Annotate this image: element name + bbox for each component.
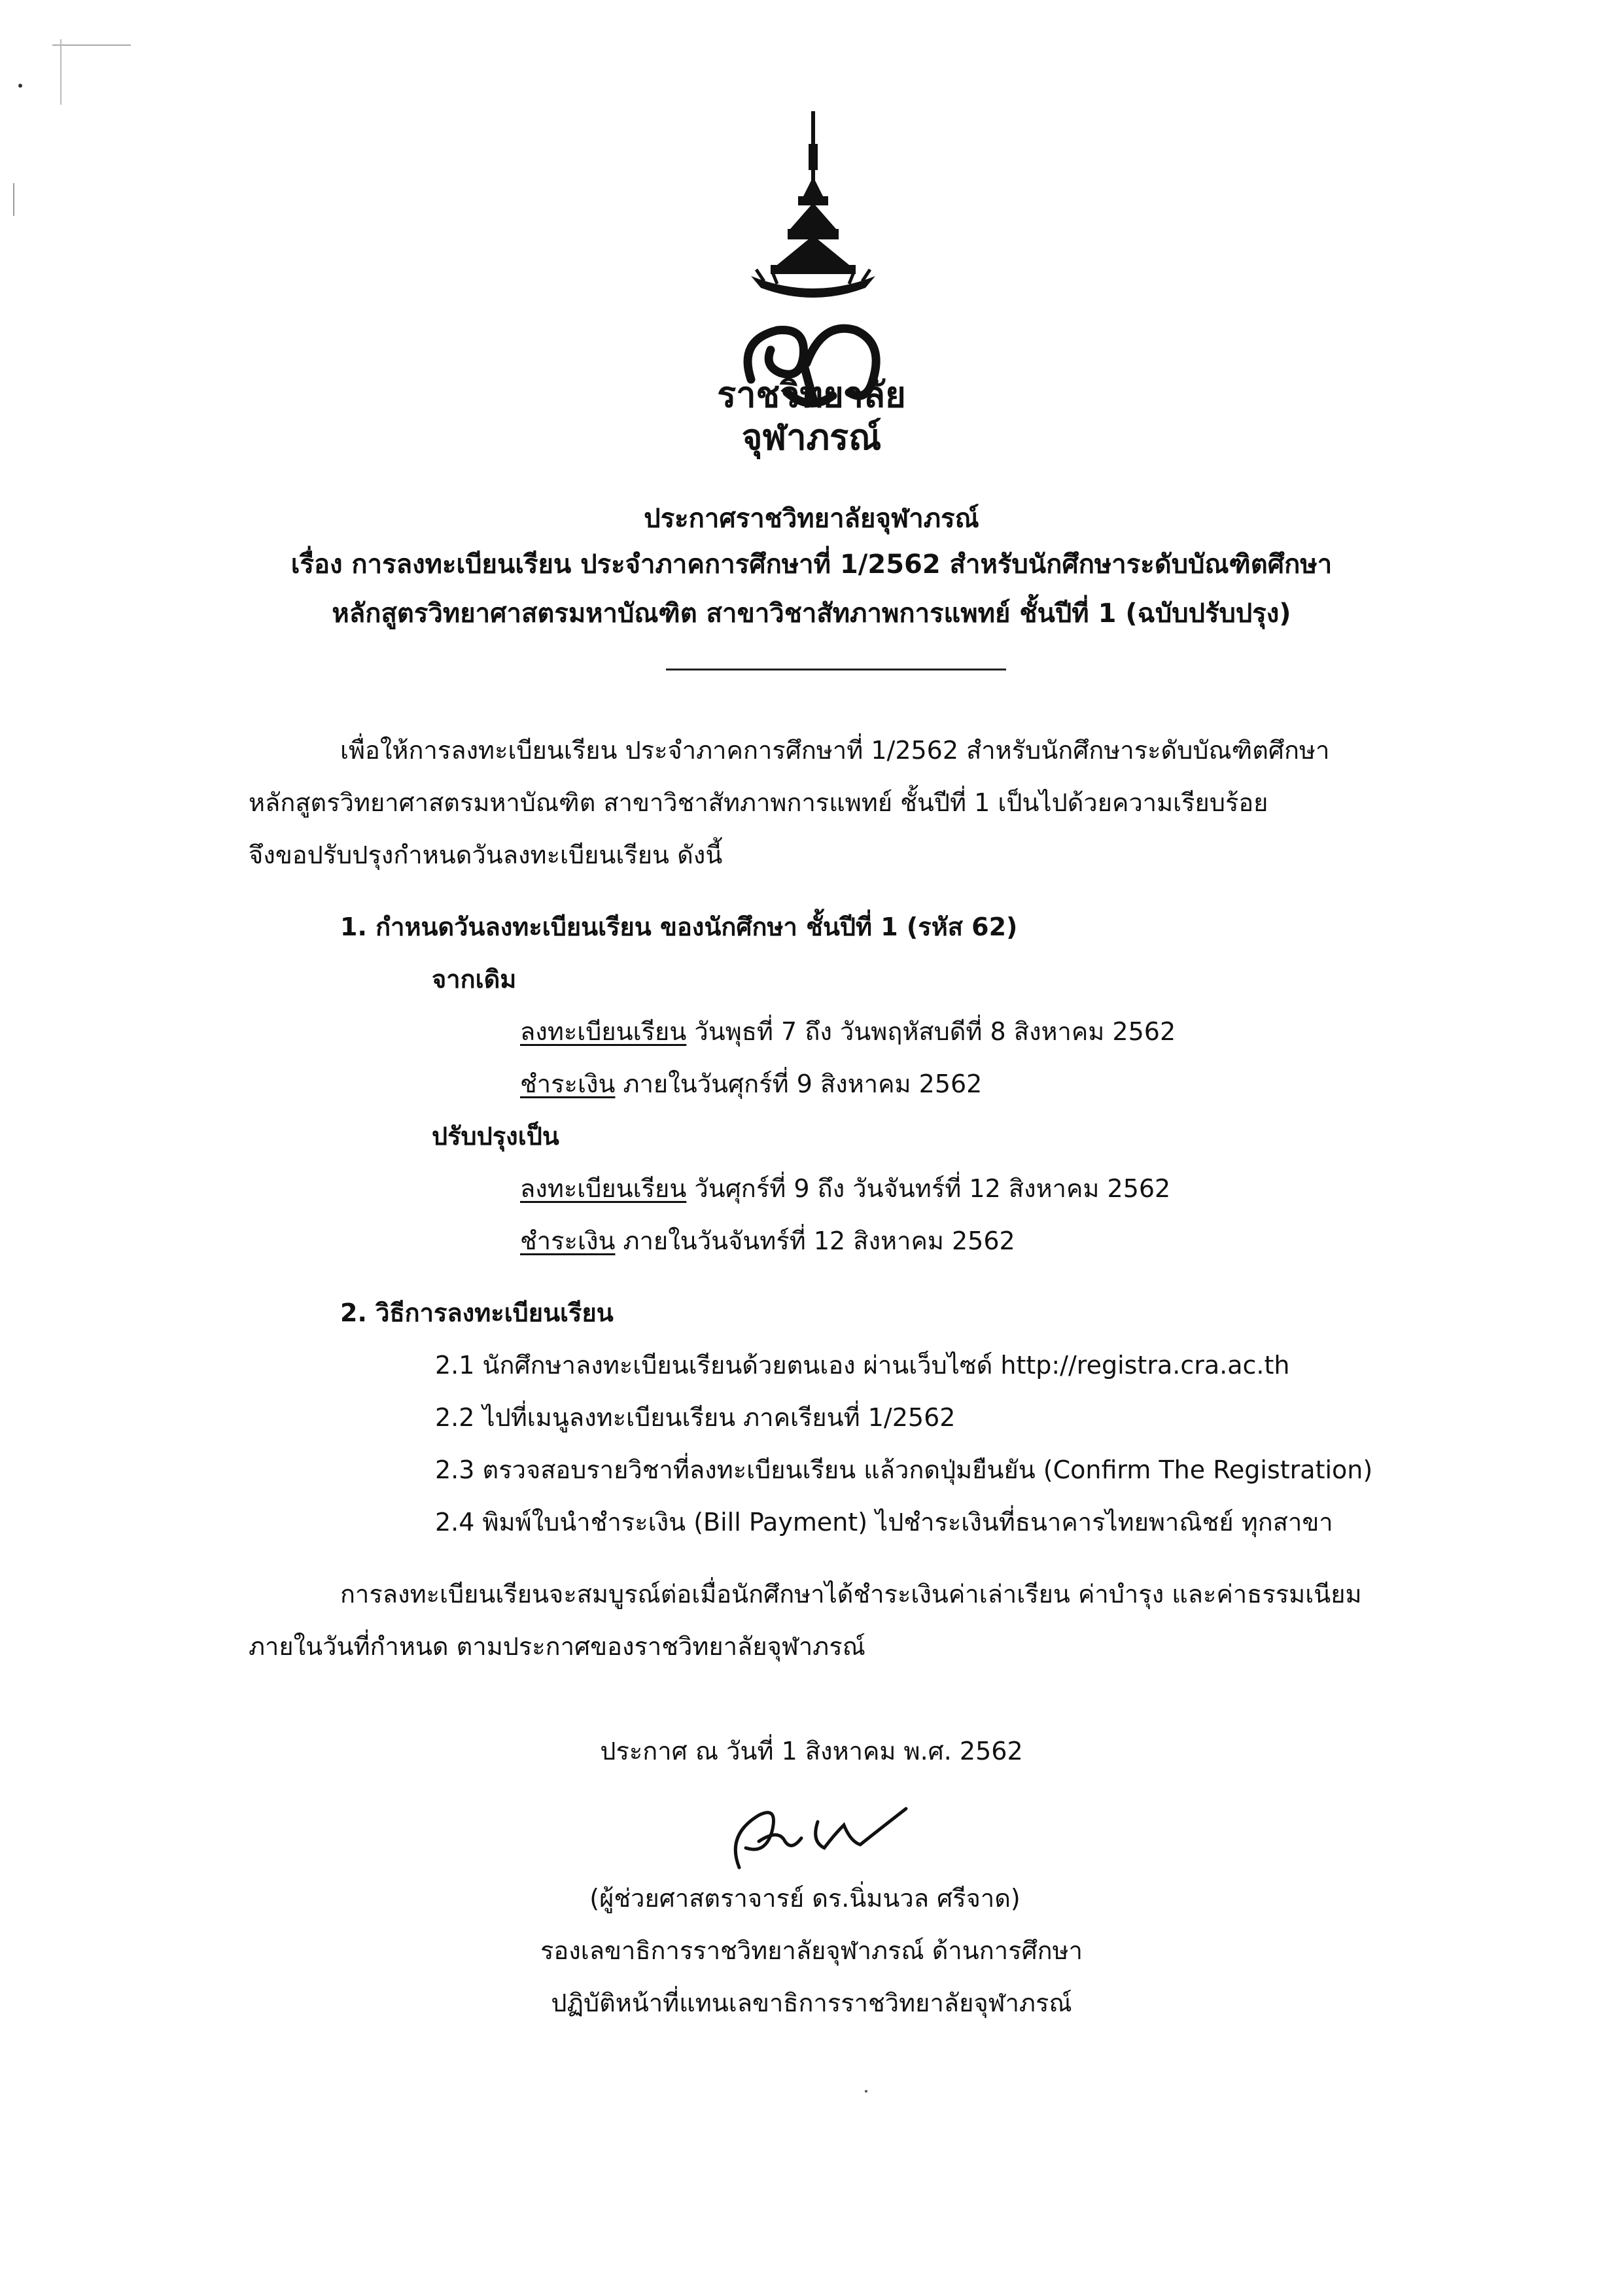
payment-label: ชำระเงิน [520, 1070, 616, 1098]
intro-line: เพื่อให้การลงทะเบียนเรียน ประจำภาคการศึกษาที่ 1/2562 สำหรับนักศึกษาระดับบัณฑิตศึกษา [340, 736, 1330, 765]
announcement-title: ประกาศราชวิทยาลัยจุฬาภรณ์ [644, 504, 979, 534]
registration-step: 2.2 ไปที่เมนูลงทะเบียนเรียน ภาคเรียนที่ 1/2562 [435, 1403, 956, 1432]
registration-step: 2.1 นักศึกษาลงทะเบียนเรียนด้วยตนเอง ผ่านเว็บไซด์ http://registra.cra.ac.th [435, 1351, 1290, 1380]
scan-edge-mark [13, 183, 14, 216]
crest-caption-line2: จุฬาภรณ์ [741, 417, 882, 458]
scan-corner-mark [52, 44, 131, 46]
intro-line: หลักสูตรวิทยาศาสตรมหาบัณฑิต สาขาวิชาสัทภาพการแพทย์ ชั้นปีที่ 1 เป็นไปด้วยความเรียบร้อย [249, 788, 1268, 817]
signatory-name: (ผู้ช่วยศาสตราจารย์ ดร.นิ่มนวล ศรีจาด) [589, 1884, 1021, 1913]
signatory-position: รองเลขาธิการราชวิทยาลัยจุฬาภรณ์ ด้านการศึกษา [540, 1936, 1083, 1965]
scan-speck [865, 2090, 867, 2093]
section2-heading: 2. วิธีการลงทะเบียนเรียน [340, 1298, 614, 1327]
announcement-subject: เรื่อง การลงทะเบียนเรียน ประจำภาคการศึกษาที่ 1/2562 สำหรับนักศึกษาระดับบัณฑิตศึกษา [290, 549, 1333, 580]
crest-caption-line1: ราชวิทยาลัย [717, 374, 906, 415]
section1-heading: 1. กำหนดวันลงทะเบียนเรียน ของนักศึกษา ชั้นปีที่ 1 (รหัส 62) [340, 913, 1018, 941]
revised-payment-line [520, 1226, 1015, 1257]
payment-label: ชำระเงิน [520, 1226, 616, 1255]
payment-date: ภายในวันจันทร์ที่ 12 สิงหาคม 2562 [615, 1226, 1015, 1255]
intro-line: จึงขอปรับปรุงกำหนดวันลงทะเบียนเรียน ดังนี้ [249, 841, 723, 869]
closing-line: ภายในวันที่กำหนด ตามประกาศของราชวิทยาลัยจุฬาภรณ์ [249, 1632, 865, 1661]
closing-line: การลงทะเบียนเรียนจะสมบูรณ์ต่อเมื่อนักศึกษาได้ชำระเงินค่าเล่าเรียน ค่าบำรุง และค่าธรรมเนียม [340, 1580, 1362, 1609]
title-divider [666, 669, 1006, 670]
register-dates: วันพุธที่ 7 ถึง วันพฤหัสบดีที่ 8 สิงหาคม 2562 [686, 1017, 1176, 1046]
registration-step: 2.3 ตรวจสอบรายวิชาที่ลงทะเบียนเรียน แล้วกดปุ่มยืนยัน (Confirm The Registration) [435, 1455, 1373, 1484]
registration-step: 2.4 พิมพ์ใบนำชำระเงิน (Bill Payment) ไปชำระเงินที่ธนาคารไทยพาณิชย์ ทุกสาขา [435, 1508, 1333, 1537]
handwritten-signature [720, 1796, 916, 1881]
register-label: ลงทะเบียนเรียน [520, 1017, 687, 1046]
payment-date: ภายในวันศุกร์ที่ 9 สิงหาคม 2562 [615, 1070, 983, 1098]
announcement-program: หลักสูตรวิทยาศาสตรมหาบัณฑิต สาขาวิชาสัทภาพการแพทย์ ชั้นปีที่ 1 (ฉบับปรับปรุง) [332, 599, 1291, 629]
revised-register-line [520, 1174, 1170, 1204]
scan-edge-mark [60, 39, 61, 105]
original-payment-line [520, 1070, 982, 1100]
scan-speck [18, 84, 22, 88]
announcement-date: ประกาศ ณ วันที่ 1 สิงหาคม พ.ศ. 2562 [600, 1737, 1023, 1765]
original-schedule-label: จากเดิม [432, 965, 517, 994]
revised-schedule-label: ปรับปรุงเป็น [432, 1122, 559, 1151]
original-register-line [520, 1017, 1176, 1047]
register-label: ลงทะเบียนเรียน [520, 1174, 687, 1203]
register-dates: วันศุกร์ที่ 9 ถึง วันจันทร์ที่ 12 สิงหาคม 2562 [686, 1174, 1171, 1203]
signatory-acting-position: ปฏิบัติหน้าที่แทนเลขาธิการราชวิทยาลัยจุฬาภรณ์ [551, 1989, 1072, 2017]
